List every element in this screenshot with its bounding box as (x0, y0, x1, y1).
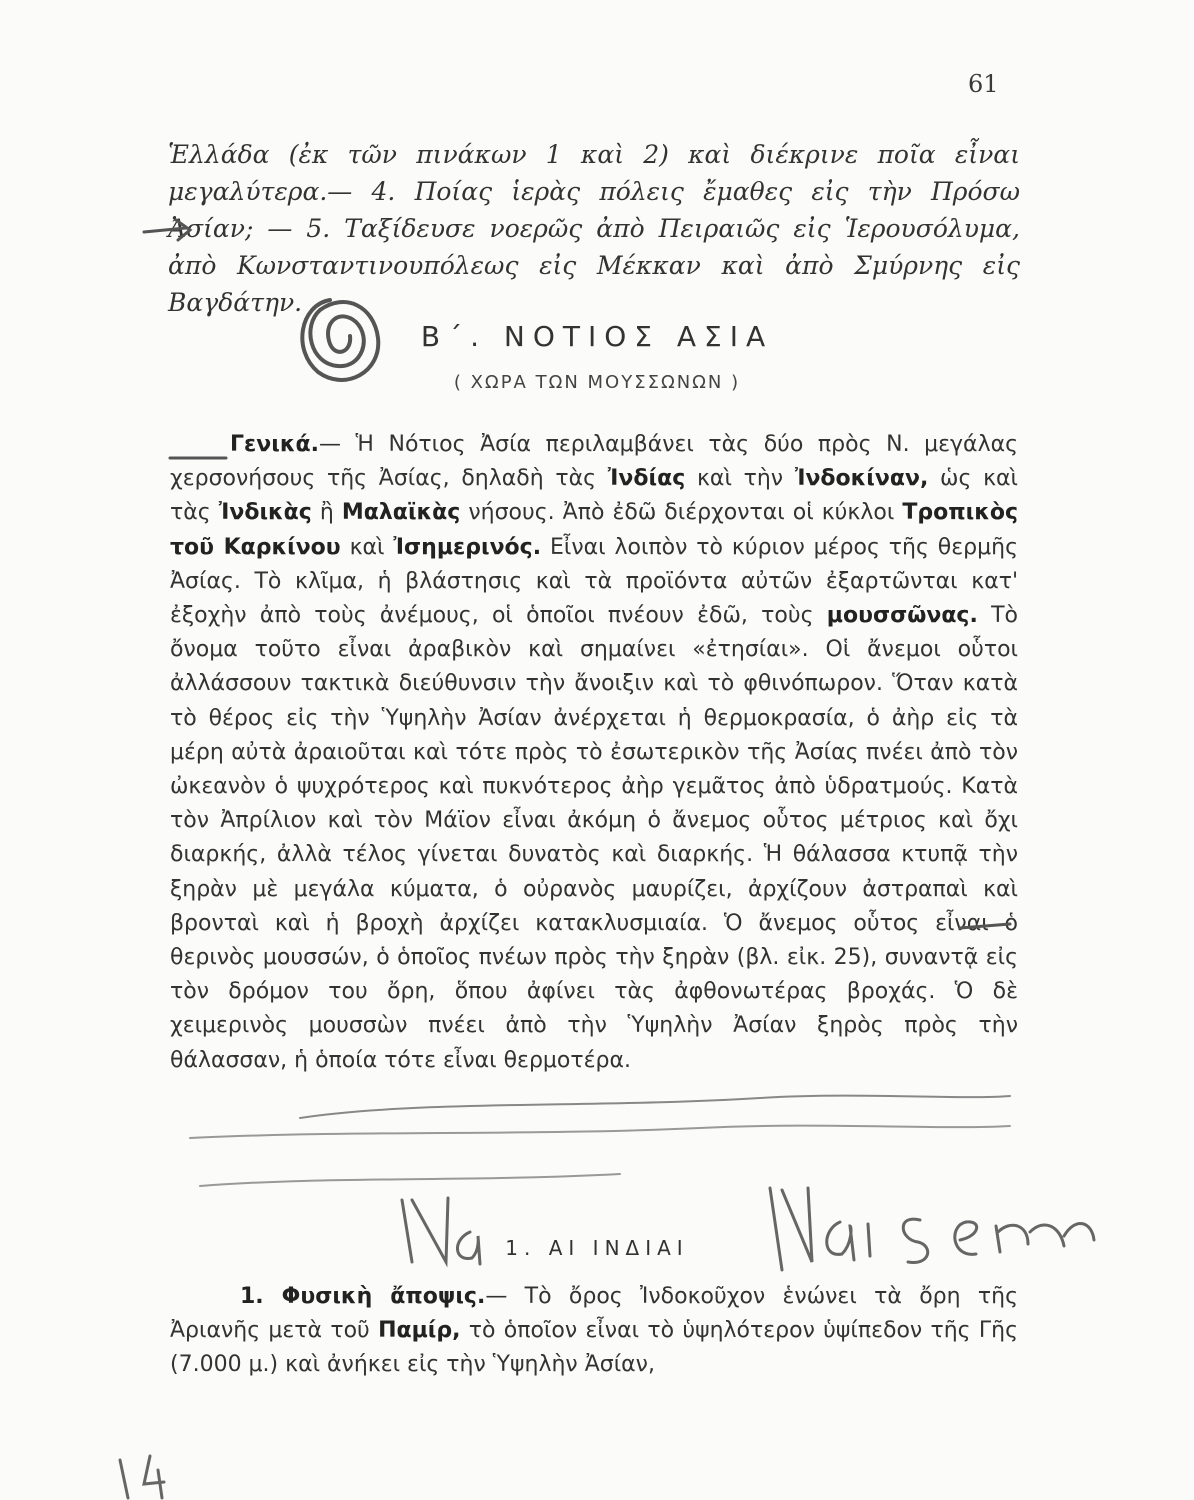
bold-term: Μαλαϊκὰς (341, 500, 461, 526)
general-heading: Γενικά. (230, 432, 319, 457)
text-run: Τὸ ὄνομα τοῦτο εἶναι ἀραβικὸν καὶ σημαίνει «ἐτησίαι». Οἱ ἄνεμοι οὗτοι ἀλλάσσουν τακτικὰ διεύθυνσιν τὴν ἄνοιξιν καὶ τὸ φθινόπωρον. Ὅταν κατὰ τὸ θέρος εἰς τὴν Ὑψηλὴν Ἀσίαν ἀνέρχεται ἡ θερμοκρασία, ὁ ἀὴρ εἰς τὰ μέρη αὐτὰ ἀραιοῦται καὶ τότε πρὸς τὸ ἐσωτερικὸν τῆς Ἀσίας πνέει ἀπὸ τὸν ὠκεανὸν ὁ ψυχρότερος καὶ πυκνότερος ἀὴρ γεμᾶτος ἀπὸ ὑδρατμούς. Κατὰ τὸν Ἀπρίλιον καὶ τὸν Μάϊον εἶναι ἀκόμη ὁ ἄνεμος οὗτος μέτριος καὶ ὄχι διαρκής, ἀλλὰ τέλος γίνεται δυνατὸς καὶ διαρκής. Ἡ θάλασσα κτυπᾷ τὴν ξηρὰν μὲ μεγάλα κύματα, ὁ οὐρανὸς μαυρίζει, ἀρχίζουν ἀστραπαὶ καὶ βρονταὶ καὶ ἡ βροχὴ ἀρχίζει κατακλυσμιαία. Ὁ ἄνεμος οὗτος εἶναι ὁ θερινὸς μουσσών, ὁ ὁποῖος πνέων πρὸς τὴν ξηρὰν (βλ. εἰκ. 25), συναντᾷ εἰς τὸν δρόμον του ὄρη, ὅπου ἀφίνει τὰς ἀφθονωτέρας βροχάς. Ὁ δὲ χειμερινὸς μουσσὼν πνέει ἀπὸ τὴν Ὑψηλὴν Ἀσίαν ξηρὸς πρὸς τὴν θάλασσαν, ἡ ὁποία τότε εἶναι θερμοτέρα. (170, 603, 1018, 1073)
text-run: καὶ τὴν (685, 466, 795, 492)
physical-paragraph (170, 1280, 1018, 1383)
text-run: τὸ ὁποῖον εἶναι τὸ ὑψηλότερον ὑψίπεδον τῆς Γῆς (7.000 μ.) καὶ ἀνήκει εἰς τὴν Ὑψηλὴν Ἀσίαν, (170, 1318, 1019, 1378)
bold-term: Ἰνδίας (607, 466, 686, 492)
bold-term: Τροπικὸς τοῦ Καρκίνου (170, 500, 1018, 560)
physical-section (170, 1280, 1018, 1383)
general-section (170, 428, 1018, 1078)
bold-term: Ἰνδικὰς (218, 500, 312, 526)
text-run: ἢ (311, 500, 342, 526)
intro-paragraph: Ἑλλάδα (ἐκ τῶν πινάκων 1 καὶ 2) καὶ διέκρινε ποῖα εἶναι μεγαλύτερα.— 4. Ποίας ἱερὰς πόλεις ἔμαθες εἰς τὴν Πρόσω Ἀσίαν; — 5. Ταξίδευσε νοερῶς ἀπὸ Πειραιῶς εἰς Ἱερουσόλυμα, ἀπὸ Κωνσταντινουπόλεως εἰς Μέκκαν καὶ ἀπὸ Σμύρνης εἰς Βαγδάτην. (168, 140, 1020, 317)
text-run: — Ἡ Νότιος Ἀσία περιλαμβάνει τὰς δύο πρὸς Ν. μεγάλας χερσονήσους τῆς Ἀσίας, δηλαδὴ τὰς (170, 432, 1018, 492)
physical-heading: 1. Φυσικὴ ἄποψις. (240, 1284, 486, 1309)
text-run: ὡς καὶ τὰς (170, 466, 1018, 526)
general-paragraph (170, 428, 1018, 1078)
text-run: — Τὸ ὄρος Ἰνδοκοῦχον ἑνώνει τὰ ὄρη τῆς Ἀριανῆς μετὰ τοῦ (170, 1284, 1019, 1344)
intro-exercises (168, 136, 1020, 321)
wavy-scribble-mark (190, 1126, 1010, 1138)
bold-term: Παμίρ, (378, 1318, 461, 1344)
page-number: 61 (968, 70, 999, 98)
bold-term: μουσσῶνας. (826, 603, 978, 629)
section-subtitle: ( ΧΩΡΑ ΤΩΝ ΜΟΥΣΣΩΝΩΝ ) (453, 372, 741, 393)
text-run: καὶ (340, 534, 394, 560)
text-run: νήσους. Ἀπὸ ἐδῶ διέρχονται οἱ κύκλοι (460, 500, 903, 526)
bold-term: Ἰνδοκίναν, (794, 466, 929, 492)
text-run: Εἶναι λοιπὸν τὸ κύριον μέρος τῆς θερμῆς Ἀσίας. Τὸ κλῖμα, ἡ βλάστησις καὶ τὰ προϊόντα αὐτῶν ἐξαρτῶνται κατ' ἐξοχὴν ἀπὸ τοὺς ἀνέμους, οἱ ὁποῖοι πνέουν ἐδῶ, τοὺς (170, 534, 1018, 629)
wavy-scribble-mark (300, 1096, 1010, 1118)
subsection-title: 1. ΑΙ ΙΝΔΙΑΙ (505, 1236, 689, 1260)
bold-term: Ἰσημερινός. (393, 534, 542, 560)
handwriting-mark (120, 1456, 164, 1498)
section-title: Β΄. ΝΟΤΙΟΣ ΑΣΙΑ (420, 320, 774, 353)
wavy-scribble-mark (200, 1174, 620, 1186)
